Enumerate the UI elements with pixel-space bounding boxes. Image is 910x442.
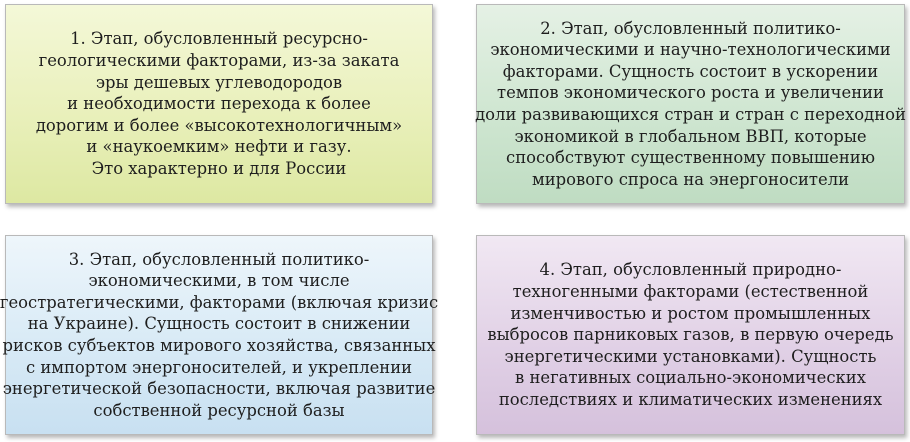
stage-3-line: геостратегическими, факторами (включая кризис [0,292,439,312]
stage-2-line: темпов экономического роста и увеличении [497,83,884,103]
stage-4-line: энергетическими установками). Сущность [504,346,877,366]
stage-1-line: 1. Этап, обусловленный ресурсно- [70,29,368,49]
stage-4-box [476,235,905,435]
stage-3-box [0,235,439,435]
stage-3-line: на Украине). Сущность состоит в снижении [27,314,411,334]
stage-3-line: 3. Этап, обусловленный политико- [68,249,370,269]
stage-3-line: с импортом энергоносителей, и укреплении [25,357,413,377]
stage-2-line: 2. Этап, обусловленный политико- [540,18,841,38]
stage-1-line: Это характерно и для России [91,158,347,178]
stage-2-line: факторами. Сущность состоит в ускорении [502,61,879,81]
stage-2-line: доли развивающихся стран и стран с переходной [475,105,906,124]
stage-1-line: и «наукоемким» нефти и газу. [86,137,352,157]
stage-3-line: рисков субъектов мирового хозяйства, связанных [2,336,436,355]
stage-3-line: собственной ресурсной базы [93,400,345,420]
stage-1-line: геологическими факторами, из-за заката [38,51,400,71]
stage-4-line: 4. Этап, обусловленный природно- [539,260,842,280]
stage-2-line: экономикой в глобальном ВВП, которые [514,126,867,146]
stage-1-line: и необходимости перехода к более [67,94,371,114]
stage-2-line: экономическими и научно-технологическими [490,40,891,60]
stage-2-box [476,4,905,204]
stage-2-line: мирового спроса на энергоносители [531,169,850,189]
stage-1-text [36,28,402,179]
stage-2-line: способствуют существенному повышению [506,148,875,168]
stage-4-line: техногенными факторами (естественной [512,282,869,302]
stage-1-line: дорогим и более «высокотехнологичным» [35,115,403,135]
stage-3-line: экономическими, в том числе [88,271,350,291]
stage-4-line: изменчивостью и ростом промышленных [510,303,871,323]
stage-4-text [487,259,893,410]
stage-2-text [475,18,906,191]
stage-4-line: в негативных социально-экономических [515,368,866,388]
stage-4-line: последствиях и климатических изменениях [498,389,883,409]
stage-1-line: эры дешевых углеводородов [95,72,343,92]
stage-3-text [0,249,438,422]
stage-4-line: выбросов парниковых газов, в первую очередь [487,325,894,345]
stage-1-box [5,4,433,204]
stage-3-line: энергетической безопасности, включая развитие [2,379,436,399]
